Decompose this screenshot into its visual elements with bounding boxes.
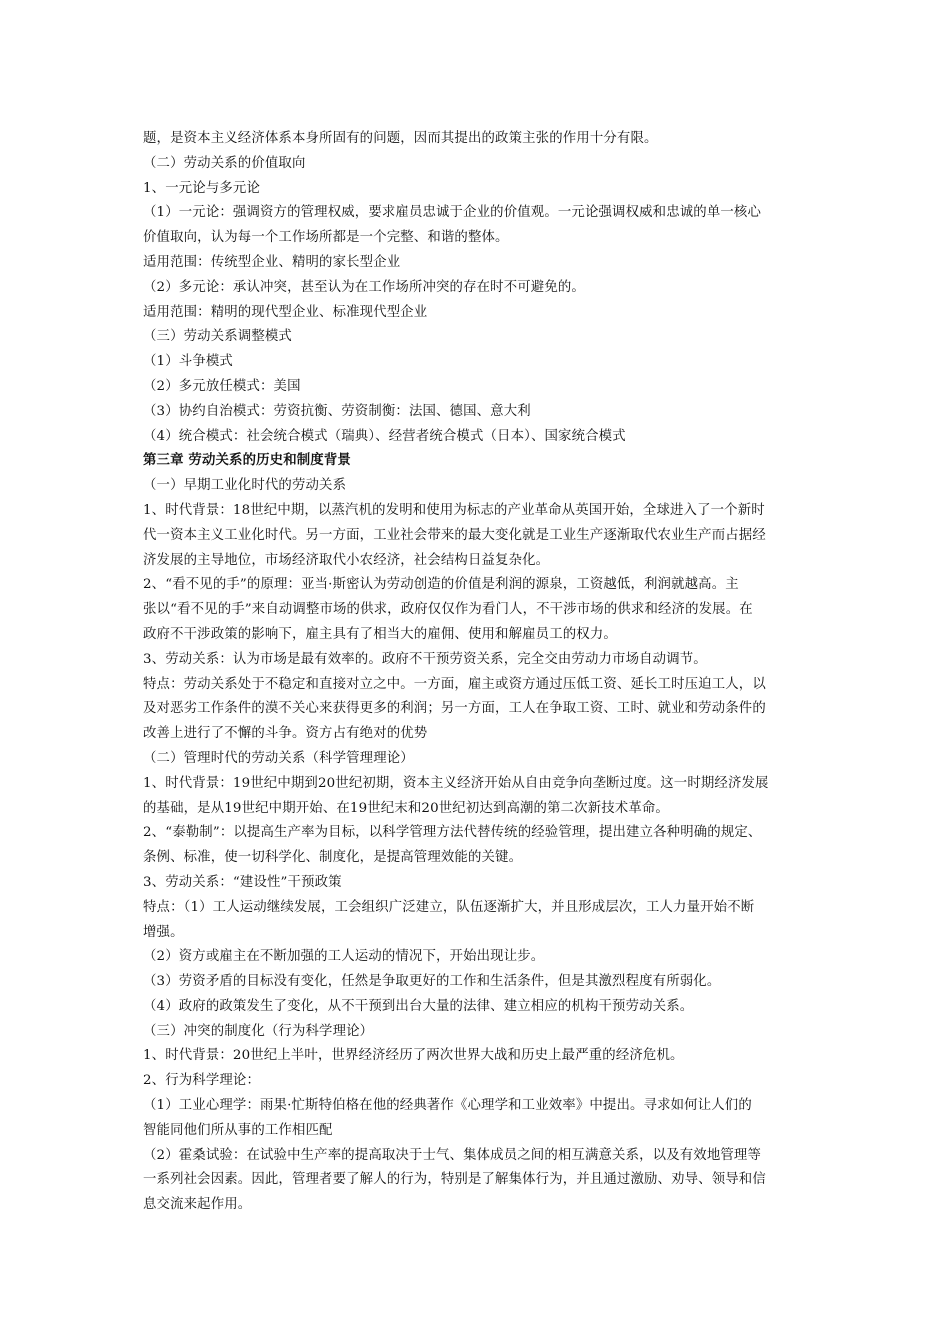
- text-line: 的基础，是从19世纪中期开始、在19世纪末和20世纪初达到高潮的第二次新技术革命。: [143, 800, 669, 816]
- text-line: 特点：劳动关系处于不稳定和直接对立之中。一方面，雇主或资方通过压低工资、延长工时压迫工人，以: [143, 676, 766, 692]
- text-line: 3、劳动关系：认为市场是最有效率的。政府不干预劳资关系，完全交由劳动力市场自动调节。: [143, 651, 707, 667]
- text-line: 适用范围：精明的现代型企业、标准现代型企业: [143, 304, 428, 320]
- section-heading: （二）劳动关系的价值取向: [143, 155, 306, 171]
- section-heading: （二）管理时代的劳动关系（科学管理理论）: [143, 750, 414, 766]
- text-line: 2、“看不见的手”的原理：亚当·斯密认为劳动创造的价值是利润的源泉，工资越低，利润就越高。主: [143, 577, 739, 593]
- text-line: 政府不干涉政策的影响下，雇主具有了相当大的雇佣、使用和解雇员工的权力。: [143, 626, 617, 642]
- text-line: （2）多元放任模式：美国: [143, 378, 301, 394]
- text-line: 1、时代背景：19世纪中期到20世纪初期，资本主义经济开始从自由竞争向垄断过度。这一时期经济发展: [143, 775, 769, 791]
- text-line: （1）工业心理学：雨果·忙斯特伯格在他的经典著作《心理学和工业效率》中提出。寻求如何让人们的: [143, 1098, 752, 1114]
- text-line: 适用范围：传统型企业、精明的家长型企业: [143, 254, 401, 270]
- text-line: 价值取向，认为每一个工作场所都是一个完整、和谐的整体。: [143, 230, 509, 246]
- text-line: 1、时代背景：20世纪上半叶，世界经济经历了两次世界大战和历史上最严重的经济危机。: [143, 1048, 684, 1064]
- text-line: 1、时代背景：18世纪中期，以蒸汽机的发明和使用为标志的产业革命从英国开始，全球进入了一个新时: [143, 502, 765, 518]
- text-line: 题，是资本主义经济体系本身所固有的问题，因而其提出的政策主张的作用十分有限。: [143, 131, 658, 146]
- text-line: 及对恶劣工作条件的漠不关心来获得更多的利润；另一方面，工人在争取工资、工时、就业和劳动条件的: [143, 701, 766, 717]
- text-line: 增强。: [143, 924, 184, 940]
- text-line: （1）一元论：强调资方的管理权威，要求雇员忠诚于企业的价值观。一元论强调权威和忠诚的单一核心: [143, 205, 761, 221]
- text-line: 张以“看不见的手”来自动调整市场的供求，政府仅仅作为看门人，不干涉市场的供求和经济的发展。在: [143, 602, 753, 618]
- text-line: 2、“泰勒制”：以提高生产率为目标，以科学管理方法代替传统的经验管理，提出建立各种明确的规定、: [143, 825, 762, 841]
- text-line: （1）斗争模式: [143, 354, 233, 370]
- text-line: 条例、标准，使一切科学化、制度化，是提高管理效能的关键。: [143, 850, 523, 866]
- text-line: （2）资方或雇主在不断加强的工人运动的情况下，开始出现让步。: [143, 949, 545, 965]
- subsection-heading: 1、一元论与多元论: [143, 180, 260, 196]
- text-line: （3）劳资矛盾的目标没有变化，任然是争取更好的工作和生活条件，但是其激烈程度有所弱化。: [143, 974, 721, 990]
- text-line: 2、行为科学理论：: [143, 1073, 260, 1089]
- section-heading: （一）早期工业化时代的劳动关系: [143, 478, 347, 494]
- text-line: （2）霍桑试验：在试验中生产率的提高取决于士气、集体成员之间的相互满意关系，以及有效地管理等: [143, 1147, 761, 1163]
- text-line: 智能同他们所从事的工作相匹配: [143, 1122, 333, 1138]
- text-line: （2）多元论：承认冲突，甚至认为在工作场所冲突的存在时不可避免的。: [143, 279, 585, 295]
- text-line: 息交流来起作用。: [143, 1197, 252, 1213]
- text-line: （3）协约自治模式：劳资抗衡、劳资制衡：法国、德国、意大利: [143, 403, 531, 419]
- section-heading: （三）冲突的制度化（行为科学理论）: [143, 1023, 374, 1039]
- text-line: 3、劳动关系：“建设性”干预政策: [143, 874, 342, 890]
- document-page: [143, 127, 815, 1218]
- text-line: 济发展的主导地位，市场经济取代小农经济，社会结构日益复杂化。: [143, 552, 550, 568]
- section-heading: （三）劳动关系调整模式: [143, 329, 292, 345]
- text-line: （4）政府的政策发生了变化，从不干预到出台大量的法律、建立相应的机构干预劳动关系。: [143, 998, 694, 1014]
- text-line: （4）统合模式：社会统合模式（瑞典）、经营者统合模式（日本）、国家统合模式: [143, 428, 626, 444]
- text-line: 改善上进行了不懈的斗争。资方占有绝对的优势: [143, 726, 428, 742]
- chapter-heading: 第三章 劳动关系的历史和制度背景: [143, 453, 351, 469]
- text-line: 代一资本主义工业化时代。另一方面，工业社会带来的最大变化就是工业生产逐渐取代农业生产而占据经: [143, 527, 766, 543]
- text-line: 特点：（1）工人运动继续发展，工会组织广泛建立，队伍逐渐扩大，并且形成层次，工人力量开始不断: [143, 899, 755, 915]
- text-line: 一系列社会因素。因此，管理者要了解人的行为，特别是了解集体行为，并且通过激励、劝导、领导和信: [143, 1172, 766, 1188]
